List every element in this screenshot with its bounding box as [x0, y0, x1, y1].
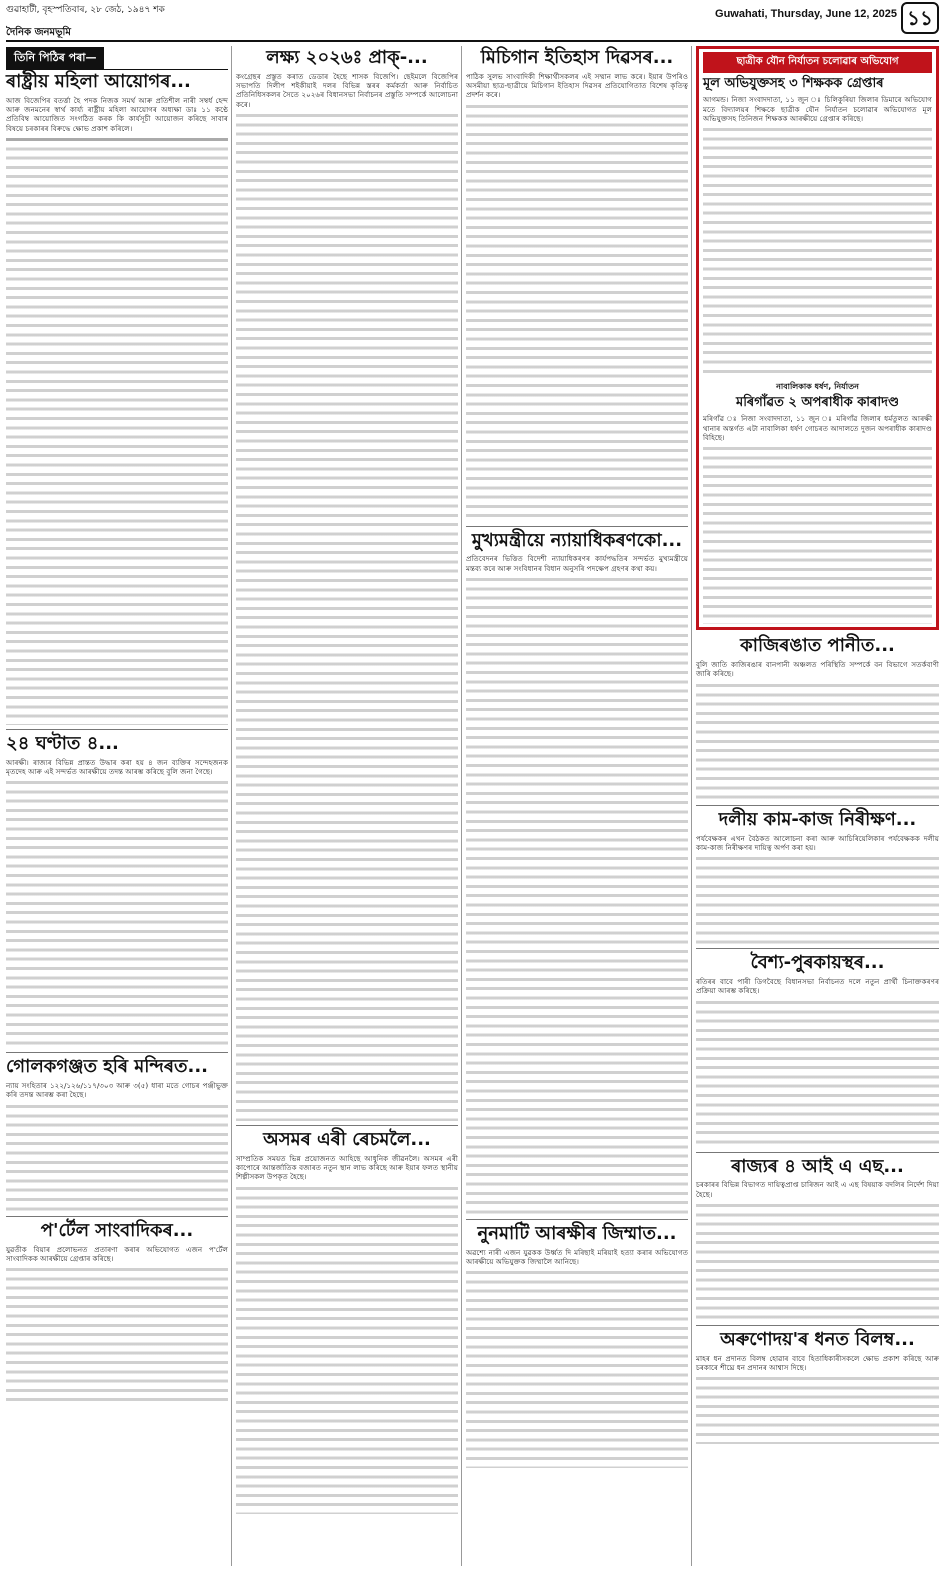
article-text: অৱশ্যে নাৰী এজন যুৱকক উৰ্ধ্বত দি মৰিছাই মৰিয়াই হত্যা কৰাৰ অভিযোগত আৰক্ষীয়ে অভিযুক্তক জিম্মালৈ আনিছে।	[466, 1247, 688, 1267]
article-body-filler	[6, 778, 228, 1048]
article-body-filler	[696, 681, 939, 801]
date-right: Guwahati, Thursday, June 12, 2025	[715, 8, 897, 20]
article-body-filler	[6, 135, 228, 725]
article-body-filler	[703, 125, 932, 375]
article-headline: গোলকগঞ্জত হৰি মন্দিৰত...	[6, 1056, 209, 1078]
article-body-filler	[696, 1374, 939, 1444]
column-4	[696, 46, 939, 1444]
article-text: কংগ্ৰেছৰ প্ৰস্তুত কৰাত ডেডাৰ হৈছে শাসক বিজেপি। ছেইমলে বিজেপিৰ সভাপতি দিলীপ শইকীয়াই দলৰ বিভিন্ন স্তৰৰ কৰ্মকৰ্তা আৰু নিৰ্বাচিত প্ৰতিনিধিসকলৰ সৈতে ২০২৬ৰ বিধানসভা নিৰ্বাচনৰ প্ৰস্তুতি সম্পৰ্কে আলোচনা কৰে।	[236, 71, 458, 109]
column-divider	[461, 46, 462, 1566]
article-headline: অসমৰ এৰী ৰেচমলৈ...	[263, 1128, 431, 1150]
article-text: ন্যায় সংহিতাৰ ১২২/১২৬/১১৭/৩০৩ আৰু ৩(৫) ধাৰা মতে গোচৰ পঞ্জীভুক্ত কৰি তদন্ত আৰম্ভ কৰা হৈছে।	[6, 1081, 228, 1100]
article-body-filler	[466, 102, 688, 522]
article-body-filler	[466, 1268, 688, 1468]
column-divider	[231, 46, 232, 1566]
article-text: মাহৰ ধন প্ৰদানত বিলম্ব হোৱাৰ বাবে হিতাধিকাৰীসকলে ক্ষোভ প্ৰকাশ কৰিছে আৰু চৰকাৰে শীঘ্ৰে ধন প্ৰদানৰ আশ্বাস দিছে।	[696, 1353, 939, 1373]
article-headline: কাজিৰঙাত পানীত...	[740, 635, 895, 657]
column-divider	[691, 46, 692, 1566]
article-text: আজ বিজেপিৰ বতৰ্ত্তা হৈ পদক নিজক সমৰ্থ আৰু প্ৰতিশীল নাৰী সম্বৰ্ধ হেন্দ আৰু জনমনেৰ স্বাৰ্থ কাৰ্য্য ৰাষ্ট্ৰীয় মহিলা আয়োগৰ অধ্যক্ষা ডাঃ ১১ কণ্ঠে প্ৰতিবিম্ব আয়োজিত সংগঠিত কৰক কি কাৰ্যসূচী আয়োজন কৰিছে সাবাৰ বিষয়ে চৰকাৰৰ বিৰুদ্ধে ক্ষোভ প্ৰকাশ কৰিলে।	[6, 95, 228, 133]
article-headline: অৰুণোদয়'ৰ ধনত বিলম্ব...	[720, 1328, 915, 1350]
boxed-article	[696, 46, 939, 630]
article-kicker: ছাত্ৰীক যৌন নিৰ্যাতন চলোৱাৰ অভিযোগ	[703, 52, 932, 73]
article-body-filler	[696, 998, 939, 1148]
article-headline: বৈশ্য-পুৰকায়স্থৰ...	[750, 952, 885, 974]
continue-tag: তিনি পিঠিৰ পৰা—	[6, 47, 104, 70]
article-body-filler	[703, 444, 932, 624]
paper-name: দৈনিক জনমভূমি	[6, 27, 71, 38]
article-text: পৰ্যবেক্ষকৰ এখন বৈঠকত আলোচনা কৰা আৰু আচিৰিয়েলিকাৰ পৰ্যবেক্ষকক দলীয় কাম-কাজ নিৰীক্ষণৰ দায়িত্ব অৰ্পণ কৰা হয়।	[696, 833, 939, 852]
masthead-rule	[6, 40, 939, 42]
article-headline: মৰিগাঁৱত ২ অপৰাধীক কাৰাদণ্ড	[735, 395, 900, 411]
article-text: সাম্প্ৰতিক সময়ত ভিন্ন প্ৰয়োজনত আহিছে আধুনিক জীৱনলৈ। অসমৰ এৰী কাপোৰে আন্তৰ্জাতিক বজাৰত নতুন স্থান লাভ কৰিছে আৰু ইয়াৰ ফলত স্থানীয় শিল্পীসকল উপকৃত হৈছে।	[236, 1153, 458, 1182]
article-text: যুৱতীক বিয়াৰ প্ৰলোভনত প্ৰতাৰণা কৰাৰ অভিযোগত এজন প'ৰ্টেল সাংবাদিকক আৰক্ষীয়ে গ্ৰেপ্তাৰ কৰিছে।	[6, 1244, 228, 1263]
article-text: প্ৰতিবেদনৰ ভিত্তিত বিদেশী ন্যায়াধিকৰণৰ কাৰ্যপদ্ধতিৰ সন্দৰ্ভত মুখ্যমন্ত্ৰীয়ে মন্তব্য কৰে আৰু সংবিধানৰ বিধান অনুসৰি পদক্ষেপ গ্ৰহণৰ কথা কয়।	[466, 554, 688, 573]
continuation-header	[6, 46, 228, 70]
article-body-filler	[466, 575, 688, 1215]
article-text: চৰকাৰৰ বিভিন্ন বিভাগত দায়িত্বপ্ৰাপ্ত চাৰিজন আই এ এছ বিষয়াক বদলিৰ নিৰ্দেশ দিয়া হৈছে।	[696, 1180, 939, 1199]
page-number: ১১	[901, 2, 939, 34]
article-headline: দলীয় কাম-কাজ নিৰীক্ষণ...	[718, 808, 917, 830]
article-text: মৰিগাঁৱ ঃ নিজা সংবাদদাতা, ১১ জুন ঃ মৰিগাঁৱ জিলাৰ ধৰ্মতুলত আৰক্ষী থানাৰ অন্তৰ্গত এটা নাবালিকা ধৰ্ষণ গোচৰত আদালতে দুজন অপৰাধীক কাৰাদণ্ড বিহিছে।	[703, 414, 932, 443]
article-headline: মূল অভিযুক্তসহ ৩ শিক্ষকক গ্ৰেপ্তাৰ	[703, 76, 884, 91]
article-body-filler	[236, 1184, 458, 1514]
article-headline: মুখ্যমন্ত্ৰীয়ে ন্যায়াধিকৰণকো...	[471, 529, 683, 551]
column-2	[236, 46, 458, 1514]
article-body-filler	[6, 1265, 228, 1405]
article-text: আৰক্ষী। ৰাজ্যৰ বিভিন্ন প্ৰান্তত উদ্ধাৰ কৰা হয় ৪ জন ব্যক্তিৰ সন্দেহজনক মৃতদেহ আৰু এই সন্দৰ্ভত আৰক্ষীয়ে তদন্ত আৰম্ভ কৰিছে বুলি জনা গৈছে।	[6, 757, 228, 777]
masthead-left	[6, 2, 165, 42]
article-text: ৰতিৰৰ বাবে পাৰী ডিগবৈছে বিধানসভা নিৰ্বাচনত দলে নতুন প্ৰাৰ্থী চিনাক্তকৰণৰ প্ৰক্ৰিয়া আৰম্ভ কৰিছে।	[696, 976, 939, 996]
column-3	[466, 46, 688, 1468]
article-headline: প'ৰ্টেল সাংবাদিকৰ...	[40, 1219, 194, 1241]
masthead	[6, 2, 939, 42]
article-headline: মিচিগান ইতিহাস দিৱসৰ...	[480, 47, 674, 68]
article-headline: ৰাষ্ট্ৰীয় মহিলা আয়োগৰ...	[6, 71, 191, 92]
column-1	[6, 46, 228, 1405]
article-headline: লক্ষ্য ২০২৬ঃ প্ৰাক্-...	[266, 47, 428, 68]
article-headline: নুনমাটি আৰক্ষীৰ জিম্মাত...	[477, 1223, 677, 1245]
article-text: বুলি জাতি কাজিৰঙাৰ বানপানী অঞ্চলত পৰিস্থিতি সম্পৰ্কে বন বিভাগে সতৰ্কবাণী জাৰি কৰিছে।	[696, 660, 939, 679]
article-body-filler	[696, 1201, 939, 1321]
article-body-filler	[6, 1102, 228, 1212]
article-headline: ৰাজ্যৰ ৪ আই এ এছ...	[731, 1155, 904, 1177]
article-text: পাঠিক সুলভ সাংবাদিকী শিক্ষাৰ্থীসকলৰ এই সম্মান লাভ কৰে। ইয়াৰ উপৰিও অসমীয়া ছাত্ৰ-ছাত্ৰীয়ে মিচিগান ইতিহাস দিৱসৰ প্ৰতিযোগিতাত বিশেষ কৃতিত্ব প্ৰদৰ্শন কৰে।	[466, 71, 688, 100]
article-kicker: নাবালিকাক ধৰ্ষণ, নিৰ্যাতন	[776, 382, 859, 392]
article-body-filler	[236, 111, 458, 1121]
article-text: আগমন্ড। নিজা সংবাদদাতা, ১১ জুন ঃ চিলিকুৰিয়া জিলাৰ ডিমাৰে অভিযোগ মতে বিদ্যালয়ৰ শিক্ষকে ছাত্ৰীক যৌন নিৰ্যাতন চলোৱাৰ অভিযোগত মূল অভিযুক্তসহ তিনিজন শিক্ষকক আৰক্ষীয়ে গ্ৰেপ্তাৰ কৰিছে।	[703, 95, 932, 123]
article-body-filler	[696, 854, 939, 944]
date-left: গুৱাহাটী, বৃহস্পতিবাৰ, ২৮ জেঠ, ১৯৪৭ শক	[6, 5, 165, 15]
article-headline: ২৪ ঘণ্টাত ৪...	[6, 732, 119, 754]
